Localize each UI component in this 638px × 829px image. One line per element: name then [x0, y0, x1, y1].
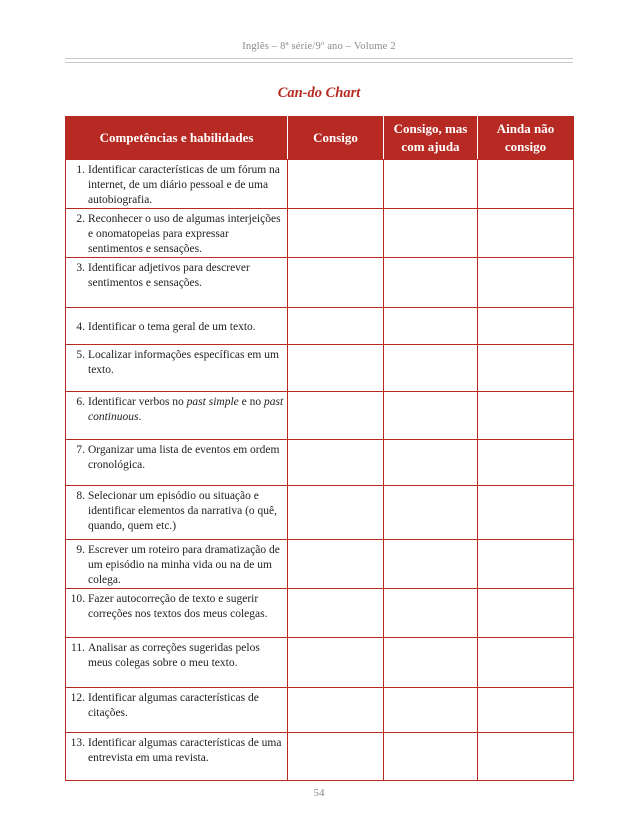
- row-number: 10.: [70, 593, 85, 605]
- cannot-yet-checkbox-cell[interactable]: [478, 688, 574, 733]
- can-checkbox-cell[interactable]: [288, 540, 384, 589]
- skill-cell: [66, 160, 288, 209]
- can-with-help-checkbox-cell[interactable]: [384, 392, 478, 440]
- skill-text: Selecionar um episódio ou situação e identificar elementos da narrativa (o quê, quando, quem etc.): [88, 490, 278, 532]
- page-number: 54: [313, 787, 325, 799]
- can-with-help-checkbox-cell[interactable]: [384, 209, 478, 258]
- skill-text: Identificar algumas características de uma entrevista em uma revista.: [88, 737, 282, 764]
- cannot-yet-checkbox-cell[interactable]: [478, 209, 574, 258]
- table-row: [66, 440, 574, 486]
- row-number: 12.: [70, 692, 85, 704]
- row-number: 3.: [76, 262, 85, 274]
- can-with-help-checkbox-cell[interactable]: [384, 638, 478, 688]
- skill-cell: [66, 486, 288, 540]
- cannot-yet-checkbox-cell[interactable]: [478, 589, 574, 638]
- can-with-help-checkbox-cell[interactable]: [384, 688, 478, 733]
- cannot-yet-checkbox-cell[interactable]: [478, 733, 574, 781]
- skill-text: Localizar informações específicas em um texto.: [88, 349, 279, 376]
- cannot-yet-checkbox-cell[interactable]: [478, 486, 574, 540]
- skill-text: Identificar o tema geral de um texto.: [88, 321, 256, 333]
- can-checkbox-cell[interactable]: [288, 258, 384, 308]
- col-header-cannot-yet: Ainda não consigo: [478, 117, 574, 160]
- header-rule-top: [65, 58, 573, 59]
- skill-text: Reconhecer o uso de algumas interjeições e onomatopeias para expressar sentimentos e sensações.: [88, 213, 281, 255]
- table-row: [66, 688, 574, 733]
- skill-cell: [66, 638, 288, 688]
- can-with-help-checkbox-cell[interactable]: [384, 345, 478, 392]
- row-number: 8.: [76, 490, 85, 502]
- can-with-help-checkbox-cell[interactable]: [384, 258, 478, 308]
- can-with-help-checkbox-cell[interactable]: [384, 486, 478, 540]
- skill-cell: [66, 345, 288, 392]
- skill-text-italic: past continuous: [88, 396, 284, 423]
- skill-cell: [66, 440, 288, 486]
- skill-cell: [66, 733, 288, 781]
- table-row: [66, 540, 574, 589]
- skill-cell: [66, 392, 288, 440]
- can-do-table: [65, 116, 574, 781]
- skill-cell: [66, 688, 288, 733]
- table-row: [66, 589, 574, 638]
- can-checkbox-cell[interactable]: [288, 733, 384, 781]
- skill-text: Analisar as correções sugeridas pelos meus colegas sobre o meu texto.: [88, 642, 260, 669]
- chart-title: Can-do Chart: [277, 85, 361, 101]
- row-number: 9.: [76, 544, 85, 556]
- skill-text: Organizar uma lista de eventos em ordem cronológica.: [88, 444, 280, 471]
- skill-cell: [66, 308, 288, 345]
- can-checkbox-cell[interactable]: [288, 160, 384, 209]
- skill-text: Escrever um roteiro para dramatização de um episódio na minha vida ou na de um colega.: [88, 544, 280, 586]
- can-with-help-checkbox-cell[interactable]: [384, 160, 478, 209]
- table-row: [66, 733, 574, 781]
- row-number: 2.: [76, 213, 85, 225]
- col-header-can: Consigo: [288, 117, 384, 160]
- skill-cell: [66, 589, 288, 638]
- skill-text-part: .: [138, 411, 142, 423]
- skill-cell: [66, 258, 288, 308]
- can-checkbox-cell[interactable]: [288, 589, 384, 638]
- row-number: 6.: [76, 396, 85, 408]
- can-with-help-checkbox-cell[interactable]: [384, 540, 478, 589]
- running-header: Inglês – 8ª série/9º ano – Volume 2: [242, 41, 396, 52]
- col-header-can-with-help: Consigo, mas com ajuda: [384, 117, 478, 160]
- can-checkbox-cell[interactable]: [288, 392, 384, 440]
- row-number: 7.: [76, 444, 85, 456]
- table-row: [66, 345, 574, 392]
- row-number: 13.: [70, 737, 85, 749]
- skill-text-italic: past simple: [186, 396, 239, 408]
- skill-text: Identificar adjetivos para descrever sentimentos e sensações.: [88, 262, 250, 289]
- table-row: [66, 209, 574, 258]
- cannot-yet-checkbox-cell[interactable]: [478, 540, 574, 589]
- cannot-yet-checkbox-cell[interactable]: [478, 258, 574, 308]
- can-checkbox-cell[interactable]: [288, 638, 384, 688]
- can-checkbox-cell[interactable]: [288, 688, 384, 733]
- table-row: [66, 160, 574, 209]
- can-with-help-checkbox-cell[interactable]: [384, 440, 478, 486]
- table-row: [66, 258, 574, 308]
- can-with-help-checkbox-cell[interactable]: [384, 589, 478, 638]
- cannot-yet-checkbox-cell[interactable]: [478, 345, 574, 392]
- can-with-help-checkbox-cell[interactable]: [384, 308, 478, 345]
- table-row: [66, 308, 574, 345]
- skill-cell: [66, 209, 288, 258]
- skill-text-part: Identificar verbos no: [88, 396, 187, 408]
- skill-text: Identificar algumas características de citações.: [88, 692, 259, 719]
- cannot-yet-checkbox-cell[interactable]: [478, 308, 574, 345]
- skill-cell: [66, 540, 288, 589]
- cannot-yet-checkbox-cell[interactable]: [478, 440, 574, 486]
- cannot-yet-checkbox-cell[interactable]: [478, 638, 574, 688]
- can-checkbox-cell[interactable]: [288, 308, 384, 345]
- cannot-yet-checkbox-cell[interactable]: [478, 160, 574, 209]
- can-checkbox-cell[interactable]: [288, 440, 384, 486]
- col-header-skills: Competências e habilidades: [66, 117, 288, 160]
- can-checkbox-cell[interactable]: [288, 486, 384, 540]
- can-with-help-checkbox-cell[interactable]: [384, 733, 478, 781]
- can-checkbox-cell[interactable]: [288, 209, 384, 258]
- row-number: 5.: [76, 349, 85, 361]
- skill-text: Fazer autocorreção de texto e sugerir correções nos textos dos meus colegas.: [88, 593, 268, 620]
- table-row: [66, 486, 574, 540]
- can-checkbox-cell[interactable]: [288, 345, 384, 392]
- row-number: 4.: [76, 321, 85, 333]
- skill-text: Identificar características de um fórum na internet, de um diário pessoal e de uma autobiografia.: [88, 164, 280, 206]
- row-number: 11.: [71, 642, 85, 654]
- table-header-row: [66, 117, 574, 160]
- row-number: 1.: [76, 164, 85, 176]
- cannot-yet-checkbox-cell[interactable]: [478, 392, 574, 440]
- table-row: [66, 392, 574, 440]
- skill-text-part: e no: [238, 396, 264, 408]
- header-rule-bottom: [65, 62, 573, 63]
- table-row: [66, 638, 574, 688]
